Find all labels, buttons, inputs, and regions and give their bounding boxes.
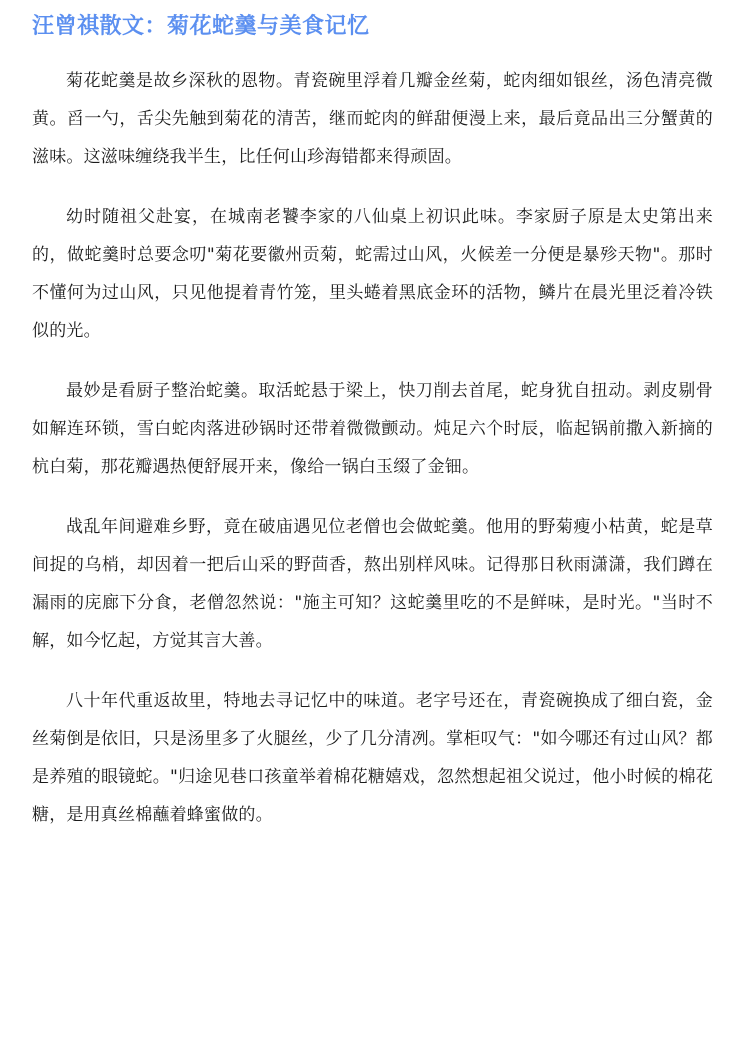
paragraph: 八十年代重返故里，特地去寻记忆中的味道。老字号还在，青瓷碗换成了细白瓷，金丝菊倒是依旧，只是汤里多了火腿丝，少了几分清冽。掌柜叹气："如今哪还有过山风？都是养殖的眼镜蛇。"归途见巷口孩童举着棉花糖嬉戏，忽然想起祖父说过，他小时候的棉花糖，是用真丝棉蘸着蜂蜜做的。 [32, 691, 713, 825]
paragraph: 战乱年间避难乡野，竟在破庙遇见位老僧也会做蛇羹。他用的野菊瘦小枯黄，蛇是草间捉的乌梢，却因着一把后山采的野茴香，熬出别样风味。记得那日秋雨潇潇，我们蹲在漏雨的庑廊下分食，老僧忽然说："施主可知？这蛇羹里吃的不是鲜味，是时光。"当时不解，如今忆起，方觉其言大善。 [32, 517, 713, 651]
paragraph: 菊花蛇羹是故乡深秋的恩物。青瓷碗里浮着几瓣金丝菊，蛇肉细如银丝，汤色清亮微黄。舀一勺，舌尖先触到菊花的清苦，继而蛇肉的鲜甜便漫上来，最后竟品出三分蟹黄的滋味。这滋味缠绕我半生，比任何山珍海错都来得顽固。 [32, 71, 713, 167]
article-title: 汪曾祺散文：菊花蛇羹与美食记忆 [32, 14, 370, 39]
article-body [32, 62, 713, 834]
paragraph: 幼时随祖父赴宴，在城南老饕李家的八仙桌上初识此味。李家厨子原是太史第出来的，做蛇羹时总要念叨"菊花要徽州贡菊，蛇需过山风，火候差一分便是暴殄天物"。那时不懂何为过山风，只见他提着青竹笼，里头蜷着黑底金环的活物，鳞片在晨光里泛着冷铁似的光。 [32, 207, 713, 341]
paragraph: 最妙是看厨子整治蛇羹。取活蛇悬于梁上，快刀削去首尾，蛇身犹自扭动。剥皮剔骨如解连环锁，雪白蛇肉落进砂锅时还带着微微颤动。炖足六个时辰，临起锅前撒入新摘的杭白菊，那花瓣遇热便舒展开来，像给一锅白玉缀了金钿。 [32, 381, 713, 477]
